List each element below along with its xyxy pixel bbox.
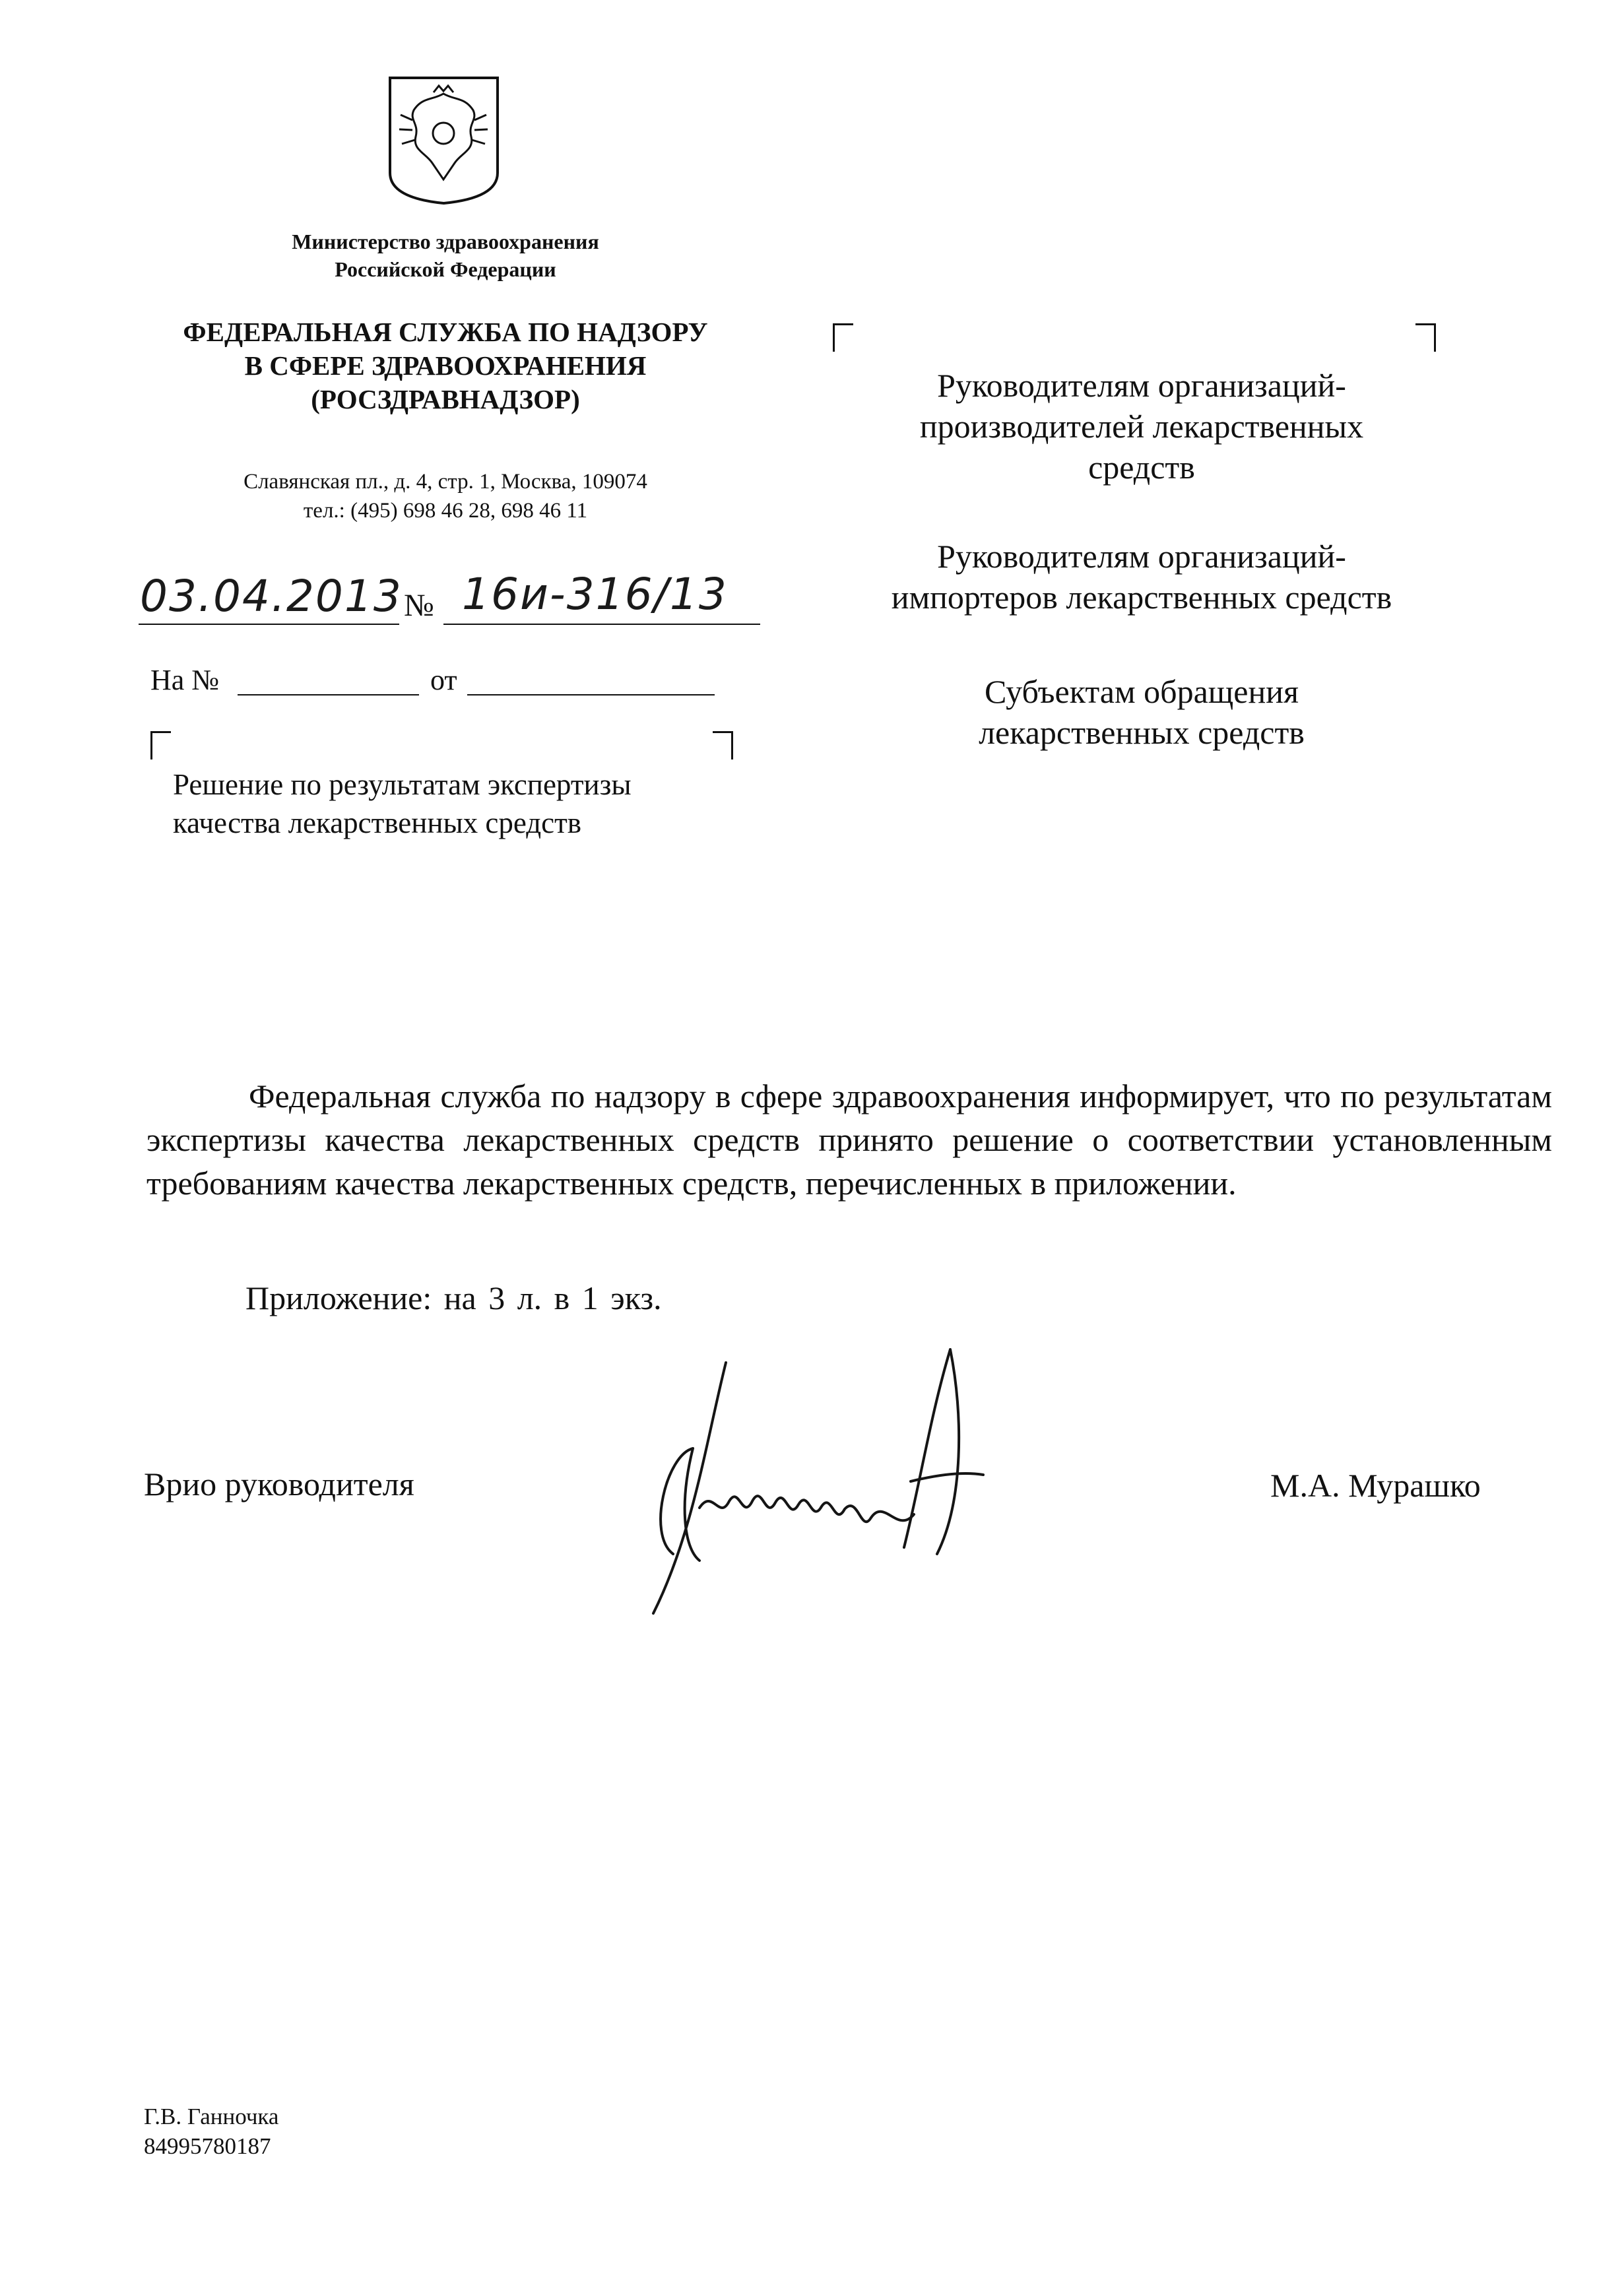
recipient-line: производителей лекарственных — [919, 408, 1364, 445]
number-sign: № — [404, 588, 434, 623]
signatory-title: Врио руководителя — [144, 1466, 414, 1502]
recipient-block — [812, 536, 1472, 618]
recipient-corner-left — [833, 323, 853, 352]
reply-number-label: На № — [150, 664, 220, 696]
signatory-name: М.А. Мурашко — [1270, 1467, 1481, 1504]
ministry-name — [218, 228, 673, 283]
reply-number-blank — [238, 694, 419, 695]
registration-date: 03.04.2013 — [140, 571, 403, 622]
recipient-line: лекарственных средств — [979, 714, 1305, 751]
agency-address — [152, 467, 739, 525]
executor-name: Г.В. Ганночка — [144, 2104, 279, 2129]
executor-info — [144, 2102, 278, 2161]
subject-corner-left — [150, 731, 171, 759]
agency-name — [119, 315, 772, 416]
recipient-block — [812, 671, 1472, 753]
recipient-line: средств — [1088, 449, 1195, 486]
subject-line1: Решение по результатам экспертизы — [173, 768, 632, 801]
letter-body — [146, 1074, 1552, 1205]
handwritten-signature — [620, 1336, 990, 1627]
body-paragraph: Федеральная служба по надзору в сфере здравоохранения информирует, что по результатам экспертизы качества лекарственных средств принято решение о соответствии установленным требованиям качества лекарственных средств, перечисленных в приложении. — [146, 1078, 1552, 1202]
address-line: Славянская пл., д. 4, стр. 1, Москва, 109074 — [244, 470, 647, 494]
coat-of-arms-emblem — [386, 74, 502, 206]
agency-line3: (РОСЗДРАВНАДЗОР) — [311, 384, 580, 414]
ministry-line2: Российской Федерации — [335, 257, 556, 281]
reply-from-label: от — [430, 664, 457, 696]
executor-phone: 84995780187 — [144, 2133, 271, 2159]
reply-date-blank — [467, 694, 715, 695]
attachment-note: Приложение: на 3 л. в 1 экз. — [245, 1279, 662, 1316]
date-underline — [139, 624, 399, 625]
recipient-line: Субъектам обращения — [985, 673, 1299, 710]
ministry-line1: Министерство здравоохранения — [292, 230, 599, 253]
letter-subject — [173, 765, 767, 842]
subject-line2: качества лекарственных средств — [173, 806, 582, 839]
phone-line: тел.: (495) 698 46 28, 698 46 11 — [303, 499, 588, 523]
agency-line2: В СФЕРЕ ЗДРАВООХРАНЕНИЯ — [244, 350, 647, 381]
registration-number: 16и-316/13 — [462, 569, 728, 620]
recipient-line: Руководителям организаций- — [937, 538, 1346, 575]
recipient-line: Руководителям организаций- — [937, 367, 1346, 404]
subject-corner-right — [713, 731, 733, 759]
agency-line1: ФЕДЕРАЛЬНАЯ СЛУЖБА ПО НАДЗОРУ — [183, 317, 708, 347]
number-underline — [443, 624, 760, 625]
recipient-corner-right — [1415, 323, 1436, 352]
recipient-block — [812, 365, 1472, 488]
recipient-line: импортеров лекарственных средств — [891, 579, 1392, 616]
